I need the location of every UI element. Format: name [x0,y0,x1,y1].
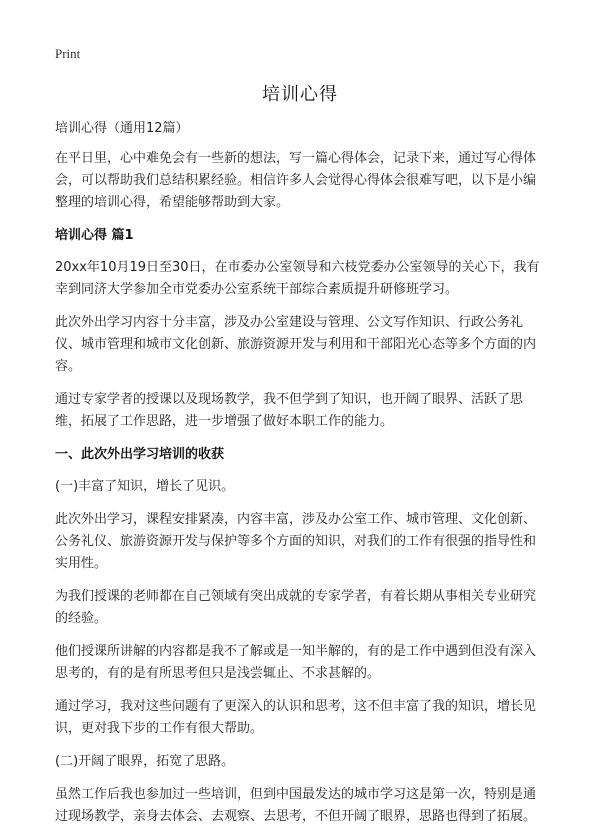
page-title: 培训心得 [262,84,338,105]
section-heading: 一、此次外出学习培训的收获 [55,447,225,462]
paragraph: 此次外出学习，课程安排紧凑，内容丰富，涉及办公室工作、城市管理、文化创新、公务礼仪、旅游资源开发与保护等多个方面的知识，对我们的工作有很强的指导性和实用性。 [55,512,537,571]
paragraph: 此次外出学习内容十分丰富，涉及办公室建设与管理、公文写作知识、行政公务礼仪、城市管理和城市文化创新、旅游资源开发与利用和干部阳光心态等多个方面的内容。 [55,315,537,374]
paragraph: 20xx年10月19日至30日，在市委办公室领导和六枝党委办公室领导的关心下，我有幸到同济大学参加全市党委办公室系统干部综合素质提升研修班学习。 [55,260,540,297]
paragraph: 通过学习，我对这些问题有了更深入的认识和思考，这不但丰富了我的知识，增长见识，更对我下步的工作有很大帮助。 [55,699,537,736]
article-body [55,118,545,839]
paragraph: 他们授课所讲解的内容都是我不了解或是一知半解的，有的是工作中遇到但没有深入思考的，有的是有所思考但只是浅尝辄止、不求甚解的。 [55,644,537,681]
subheading: (一)丰富了知识，增长了见识。 [55,479,235,494]
paragraph: 为我们授课的老师都在自己领域有突出成就的专家学者，有着长期从事相关专业研究的经验。 [55,589,537,626]
article-subtitle: 培训心得（通用12篇） [55,121,189,136]
subheading: (二)开阔了眼界，拓宽了思路。 [55,754,235,769]
print-link[interactable]: Print [55,46,81,61]
intro-paragraph: 在平日里，心中难免会有一些新的想法，写一篇心得体会，记录下来，通过写心得体会，可以帮助我们总结积累经验。相信许多人会觉得心得体会很难写吧，以下是小编整理的培训心得，希望能够帮助到大家。 [55,151,537,210]
paragraph: 通过专家学者的授课以及现场教学，我不但学到了知识，也开阔了眼界、活跃了思维，拓展了工作思路，进一步增强了做好本职工作的能力。 [55,392,524,429]
section-heading: 培训心得 篇1 [55,228,134,243]
paragraph: 虽然工作后我也参加过一些培训，但到中国最发达的城市学习这是第一次，特别是通过现场教学，亲身去体会、去观察、去思考，不但开阔了眼界，思路也得到了拓展。 [55,787,537,824]
